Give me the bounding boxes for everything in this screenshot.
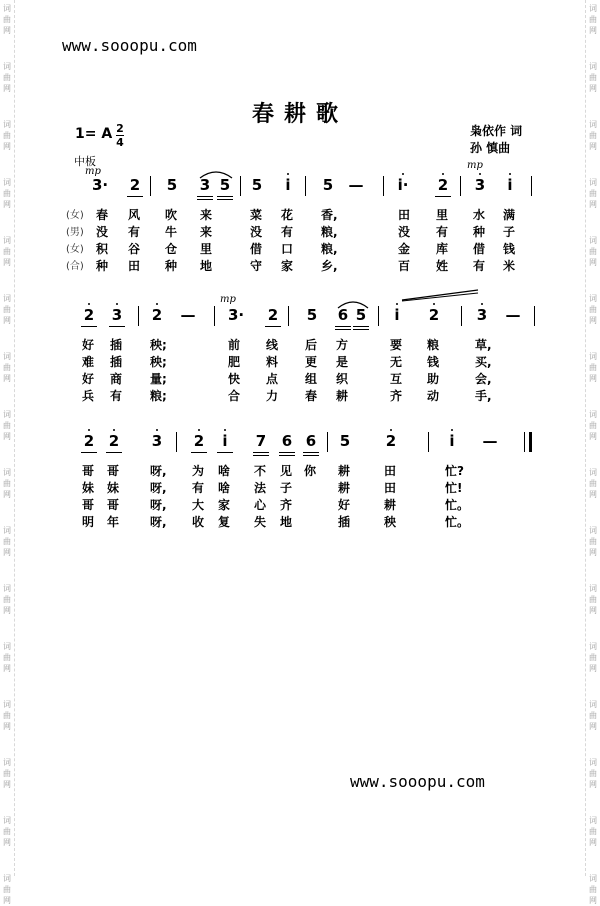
- lyric-char: 要: [390, 338, 403, 352]
- lyric-char: 快: [228, 372, 241, 386]
- side-watermark-glyph: 网: [3, 142, 11, 151]
- dash: —: [482, 432, 498, 450]
- note: 2: [150, 308, 164, 323]
- barline: [461, 306, 462, 326]
- barline: [138, 306, 139, 326]
- barline: [176, 432, 177, 452]
- side-watermark-glyph: 曲: [3, 15, 11, 24]
- lyric-char: 妹: [82, 481, 95, 495]
- lyric-char: 没: [250, 225, 263, 239]
- lyric-char: 口: [281, 242, 294, 256]
- lyric-char: 助: [427, 372, 440, 386]
- lyric-char: 互: [390, 372, 403, 386]
- lyric-char: 耕: [338, 481, 351, 495]
- side-watermark-glyph: 词: [3, 468, 11, 477]
- side-watermark-glyph: 曲: [589, 15, 597, 24]
- slur: [400, 288, 480, 302]
- lyric-char: 点: [266, 372, 279, 386]
- lyric-char: 组: [305, 372, 318, 386]
- lyric-char: 插: [338, 515, 351, 529]
- lyric-char: 家: [218, 498, 231, 512]
- lyric-char: 子: [280, 481, 293, 495]
- side-watermark-glyph: 曲: [3, 653, 11, 662]
- tempo-marking: 中板: [74, 155, 96, 168]
- barline: [428, 432, 429, 452]
- lyric-char: 里: [436, 208, 449, 222]
- lyric-char: 粮;: [150, 389, 167, 403]
- side-watermark-glyph: 词: [3, 584, 11, 593]
- side-watermark-glyph: 曲: [589, 711, 597, 720]
- lyric-char: 满: [503, 208, 516, 222]
- side-watermark-glyph: 网: [589, 606, 597, 615]
- side-watermark-glyph: 词: [3, 62, 11, 71]
- lyric-char: 有: [192, 481, 205, 495]
- watermark-url-top: www.sooopu.com: [62, 36, 197, 55]
- lyric-char: 心: [254, 498, 267, 512]
- lyric-char: 忙。: [445, 515, 470, 529]
- lyric-char: 借: [473, 242, 486, 256]
- lyric-char: 有: [473, 259, 486, 273]
- lyric-char: 百: [398, 259, 411, 273]
- barline: [240, 176, 241, 196]
- lyric-char: 有: [436, 225, 449, 239]
- side-watermark-glyph: 曲: [3, 305, 11, 314]
- side-watermark-glyph: 曲: [589, 131, 597, 140]
- dynamic-marking: mp: [220, 294, 236, 305]
- side-watermark-glyph: 网: [3, 316, 11, 325]
- lyric-char: 更: [305, 355, 318, 369]
- side-watermark-glyph: 网: [589, 258, 597, 267]
- side-watermark-glyph: 网: [3, 606, 11, 615]
- side-watermark-glyph: 曲: [589, 827, 597, 836]
- side-watermark-glyph: 词: [589, 526, 597, 535]
- dash: —: [348, 176, 364, 194]
- side-watermark-glyph: 词: [589, 584, 597, 593]
- lyric-char: 见: [280, 464, 293, 478]
- lyric-char: 收: [192, 515, 205, 529]
- side-watermark-glyph: 曲: [3, 189, 11, 198]
- lyric-char: 有: [110, 389, 123, 403]
- side-watermark-glyph: 网: [3, 780, 11, 789]
- side-watermark-glyph: 曲: [589, 595, 597, 604]
- lyric-char: 手,: [475, 389, 492, 403]
- side-watermark-glyph: 曲: [3, 827, 11, 836]
- lyric-char: 后: [305, 338, 318, 352]
- lyric-char: 钱: [427, 355, 440, 369]
- side-watermark-glyph: 网: [589, 896, 597, 905]
- watermark-url-bottom: www.sooopu.com: [350, 772, 485, 791]
- lyric-char: 田: [398, 208, 411, 222]
- side-watermark-glyph: 词: [3, 178, 11, 187]
- side-watermark-glyph: 曲: [589, 421, 597, 430]
- side-watermark-glyph: 网: [3, 26, 11, 35]
- lyric-char: 年: [107, 515, 120, 529]
- side-watermark-glyph: 曲: [589, 305, 597, 314]
- key-signature: 1= A: [75, 126, 113, 142]
- lyric-char: 哥: [107, 498, 120, 512]
- side-watermark-glyph: 曲: [3, 479, 11, 488]
- side-watermark-glyph: 网: [589, 548, 597, 557]
- lyric-char: 花: [281, 208, 294, 222]
- lyric-char: 呀,: [150, 481, 167, 495]
- dynamic-marking: mp: [85, 166, 101, 177]
- lyric-char: 草,: [475, 338, 492, 352]
- side-watermark-glyph: 网: [589, 722, 597, 731]
- side-watermark-glyph: 曲: [589, 479, 597, 488]
- lyric-char: 来: [200, 225, 213, 239]
- lyric-char: 牛: [165, 225, 178, 239]
- lyric-char: 难: [82, 355, 95, 369]
- note: i·: [396, 178, 410, 193]
- side-watermark-glyph: 网: [3, 722, 11, 731]
- lyric-char: 田: [384, 481, 397, 495]
- lyric-char: 春: [305, 389, 318, 403]
- note: i: [445, 434, 459, 449]
- side-watermark-glyph: 词: [589, 120, 597, 129]
- lyric-char: 方: [336, 338, 349, 352]
- note: 6: [304, 434, 318, 449]
- side-watermark-glyph: 网: [3, 258, 11, 267]
- side-watermark-glyph: 曲: [589, 537, 597, 546]
- note: i: [281, 178, 295, 193]
- barline: [305, 176, 306, 196]
- barline: [383, 176, 384, 196]
- lyric-char: 插: [110, 338, 123, 352]
- dash: —: [505, 306, 521, 324]
- lyric-char: 好: [338, 498, 351, 512]
- lyric-char: 力: [266, 389, 279, 403]
- note: 6: [280, 434, 294, 449]
- side-watermark-glyph: 词: [3, 700, 11, 709]
- lyric-char: 春: [96, 208, 109, 222]
- note: 2: [128, 178, 142, 193]
- side-watermark-glyph: 网: [589, 490, 597, 499]
- dash: —: [180, 306, 196, 324]
- side-watermark-glyph: 曲: [589, 653, 597, 662]
- side-watermark-glyph: 曲: [3, 711, 11, 720]
- lyric-char: 地: [200, 259, 213, 273]
- side-watermark-glyph: 词: [589, 758, 597, 767]
- lyric-char: 明: [82, 515, 95, 529]
- lyric-char: 有: [128, 225, 141, 239]
- side-watermark-glyph: 词: [589, 352, 597, 361]
- lyric-char: 种: [473, 225, 486, 239]
- lyric-char: 粮,: [321, 225, 338, 239]
- lyric-char: 家: [281, 259, 294, 273]
- voice-label: (女): [66, 210, 84, 221]
- voice-label: (男): [66, 227, 84, 238]
- lyric-char: 料: [266, 355, 279, 369]
- lyric-char: 耕: [338, 464, 351, 478]
- slur: [198, 168, 234, 180]
- barline: [288, 306, 289, 326]
- lyric-char: 没: [398, 225, 411, 239]
- side-watermark-glyph: 词: [589, 642, 597, 651]
- time-signature: [116, 123, 124, 148]
- side-watermark-glyph: 曲: [3, 595, 11, 604]
- side-watermark-glyph: 网: [589, 84, 597, 93]
- note: 2: [192, 434, 206, 449]
- side-watermark-glyph: 词: [3, 874, 11, 883]
- side-watermark-glyph: 网: [589, 142, 597, 151]
- note: 6: [336, 308, 350, 323]
- lyric-char: 吹: [165, 208, 178, 222]
- note: 2: [266, 308, 280, 323]
- lyric-char: 金: [398, 242, 411, 256]
- lyric-char: 法: [254, 481, 267, 495]
- side-watermark-glyph: 曲: [3, 769, 11, 778]
- side-watermark-glyph: 网: [589, 200, 597, 209]
- lyric-char: 无: [390, 355, 403, 369]
- lyric-char: 粮,: [321, 242, 338, 256]
- side-watermark-glyph: 网: [3, 896, 11, 905]
- note: 2: [427, 308, 441, 323]
- lyric-char: 哥: [82, 464, 95, 478]
- lyric-char: 里: [200, 242, 213, 256]
- barline: [327, 432, 328, 452]
- lyric-char: 忙。: [445, 498, 470, 512]
- lyric-char: 肥: [228, 355, 241, 369]
- lyric-char: 好: [82, 372, 95, 386]
- lyric-char: 好: [82, 338, 95, 352]
- note: 5: [306, 306, 318, 324]
- note: 3: [150, 434, 164, 449]
- side-watermark-glyph: 词: [589, 62, 597, 71]
- lyric-char: 库: [436, 242, 449, 256]
- lyric-char: 织: [336, 372, 349, 386]
- side-watermark-glyph: 词: [3, 410, 11, 419]
- lyric-char: 会,: [475, 372, 492, 386]
- time-signature-top: 2: [116, 122, 124, 135]
- side-watermark-glyph: 曲: [3, 247, 11, 256]
- dynamic-marking: mp: [467, 160, 483, 171]
- side-watermark-glyph: 词: [589, 816, 597, 825]
- side-watermark-glyph: 网: [3, 838, 11, 847]
- note: 2: [107, 434, 121, 449]
- note: 2: [82, 308, 96, 323]
- lyric-char: 哥: [82, 498, 95, 512]
- lyric-char: 合: [228, 389, 241, 403]
- side-watermark-glyph: 曲: [3, 421, 11, 430]
- lyric-char: 种: [96, 259, 109, 273]
- lyric-char: 妹: [107, 481, 120, 495]
- side-watermark-glyph: 曲: [3, 885, 11, 894]
- note: 3: [198, 178, 212, 193]
- side-watermark-glyph: 词: [3, 294, 11, 303]
- side-watermark-glyph: 词: [589, 4, 597, 13]
- side-watermark-glyph: 网: [589, 838, 597, 847]
- side-watermark-glyph: 词: [3, 816, 11, 825]
- lyric-char: 是: [336, 355, 349, 369]
- side-watermark-glyph: 曲: [589, 189, 597, 198]
- note: 5: [251, 176, 263, 194]
- lyric-char: 菜: [250, 208, 263, 222]
- lyric-char: 呀,: [150, 464, 167, 478]
- side-watermark-glyph: 网: [589, 316, 597, 325]
- lyric-char: 秧;: [150, 338, 167, 352]
- side-watermark-glyph: 曲: [589, 73, 597, 82]
- note: 2: [384, 434, 398, 449]
- lyric-char: 子: [503, 225, 516, 239]
- lyric-char: 有: [281, 225, 294, 239]
- side-watermark-glyph: 曲: [589, 885, 597, 894]
- lyric-char: 耕: [384, 498, 397, 512]
- lyric-char: 借: [250, 242, 263, 256]
- note: 7: [254, 434, 268, 449]
- composer-credit: 孙 慎曲: [470, 141, 511, 155]
- note: 5: [354, 308, 368, 323]
- side-watermark-glyph: 词: [589, 410, 597, 419]
- lyric-char: 插: [110, 355, 123, 369]
- side-watermark-glyph: 网: [589, 432, 597, 441]
- note: 3·: [92, 176, 109, 194]
- lyric-char: 没: [96, 225, 109, 239]
- lyric-char: 乡,: [321, 259, 338, 273]
- note: 5: [322, 176, 334, 194]
- barline: [531, 176, 532, 196]
- lyric-char: 地: [280, 515, 293, 529]
- note: 5: [218, 178, 232, 193]
- note: 3: [473, 178, 487, 193]
- note: 3: [110, 308, 124, 323]
- final-barline: [524, 432, 532, 452]
- lyric-char: 前: [228, 338, 241, 352]
- lyric-char: 姓: [436, 259, 449, 273]
- side-watermark-glyph: 曲: [3, 363, 11, 372]
- lyricist-credit: 枭依作 词: [470, 124, 523, 138]
- lyric-char: 为: [192, 464, 205, 478]
- lyric-char: 田: [384, 464, 397, 478]
- lyric-char: 忙?: [445, 464, 464, 478]
- side-watermark-glyph: 词: [589, 700, 597, 709]
- lyric-char: 复: [218, 515, 231, 529]
- note: 2: [82, 434, 96, 449]
- lyric-char: 秧: [384, 515, 397, 529]
- side-watermark-glyph: 曲: [3, 537, 11, 546]
- lyric-char: 耕: [336, 389, 349, 403]
- side-watermark-glyph: 词: [3, 120, 11, 129]
- lyric-char: 谷: [128, 242, 141, 256]
- lyric-char: 来: [200, 208, 213, 222]
- side-watermark-glyph: 网: [589, 664, 597, 673]
- score-system-1: [0, 172, 600, 282]
- side-watermark-glyph: 词: [589, 874, 597, 883]
- side-watermark-glyph: 网: [3, 664, 11, 673]
- time-signature-bottom: 4: [116, 136, 124, 149]
- lyric-char: 你: [304, 464, 317, 478]
- note: 5: [166, 176, 178, 194]
- side-watermark-glyph: 词: [3, 526, 11, 535]
- lyric-char: 不: [254, 464, 267, 478]
- side-watermark-glyph: 网: [3, 84, 11, 93]
- score-system-2: [0, 302, 600, 412]
- side-watermark-glyph: 网: [3, 548, 11, 557]
- side-watermark-glyph: 曲: [3, 131, 11, 140]
- barline: [150, 176, 151, 196]
- lyric-char: 仓: [165, 242, 178, 256]
- barline: [460, 176, 461, 196]
- lyric-char: 啥: [218, 481, 231, 495]
- song-title: 春耕歌: [251, 101, 348, 127]
- note: 5: [339, 432, 351, 450]
- lyric-char: 失: [254, 515, 267, 529]
- lyric-char: 量;: [150, 372, 167, 386]
- barline: [214, 306, 215, 326]
- slur: [336, 298, 370, 310]
- side-watermark-glyph: 网: [3, 490, 11, 499]
- lyric-char: 粮: [427, 338, 440, 352]
- note: i: [390, 308, 404, 323]
- side-watermark-glyph: 曲: [3, 73, 11, 82]
- lyric-char: 风: [128, 208, 141, 222]
- side-watermark-glyph: 词: [3, 758, 11, 767]
- lyric-char: 大: [192, 498, 205, 512]
- lyric-char: 水: [473, 208, 486, 222]
- barline: [378, 306, 379, 326]
- note: 3: [475, 308, 489, 323]
- lyric-char: 动: [427, 389, 440, 403]
- note: 3·: [228, 306, 245, 324]
- lyric-char: 田: [128, 259, 141, 273]
- voice-label: (女): [66, 244, 84, 255]
- lyric-char: 买,: [475, 355, 492, 369]
- lyric-char: 齐: [280, 498, 293, 512]
- side-watermark-glyph: 网: [3, 374, 11, 383]
- side-watermark-glyph: 词: [3, 352, 11, 361]
- side-watermark-glyph: 词: [3, 236, 11, 245]
- lyric-char: 种: [165, 259, 178, 273]
- side-watermark-glyph: 词: [3, 642, 11, 651]
- note: i: [503, 178, 517, 193]
- side-watermark-glyph: 网: [3, 200, 11, 209]
- side-watermark-glyph: 曲: [589, 769, 597, 778]
- lyric-char: 线: [266, 338, 279, 352]
- side-watermark-glyph: 网: [3, 432, 11, 441]
- lyric-char: 香,: [321, 208, 338, 222]
- lyric-char: 齐: [390, 389, 403, 403]
- side-watermark-glyph: 曲: [589, 247, 597, 256]
- voice-label: (合): [66, 261, 84, 272]
- lyric-char: 钱: [503, 242, 516, 256]
- lyric-char: 呀,: [150, 498, 167, 512]
- lyric-char: 忙!: [445, 481, 463, 495]
- side-watermark-glyph: 词: [589, 178, 597, 187]
- side-watermark-glyph: 词: [589, 294, 597, 303]
- lyric-char: 哥: [107, 464, 120, 478]
- note: i: [218, 434, 232, 449]
- lyric-char: 啥: [218, 464, 231, 478]
- lyric-char: 积: [96, 242, 109, 256]
- side-watermark-glyph: 网: [589, 374, 597, 383]
- score-system-3: [0, 428, 600, 538]
- note: 2: [436, 178, 450, 193]
- side-watermark-glyph: 词: [589, 468, 597, 477]
- barline: [534, 306, 535, 326]
- lyric-char: 秧;: [150, 355, 167, 369]
- side-watermark-glyph: 词: [589, 236, 597, 245]
- lyric-char: 兵: [82, 389, 95, 403]
- side-watermark-glyph: 曲: [589, 363, 597, 372]
- side-watermark-glyph: 网: [589, 26, 597, 35]
- lyric-char: 守: [250, 259, 263, 273]
- lyric-char: 商: [110, 372, 123, 386]
- lyric-char: 呀,: [150, 515, 167, 529]
- side-watermark-glyph: 网: [589, 780, 597, 789]
- side-watermark-glyph: 词: [3, 4, 11, 13]
- lyric-char: 米: [503, 259, 516, 273]
